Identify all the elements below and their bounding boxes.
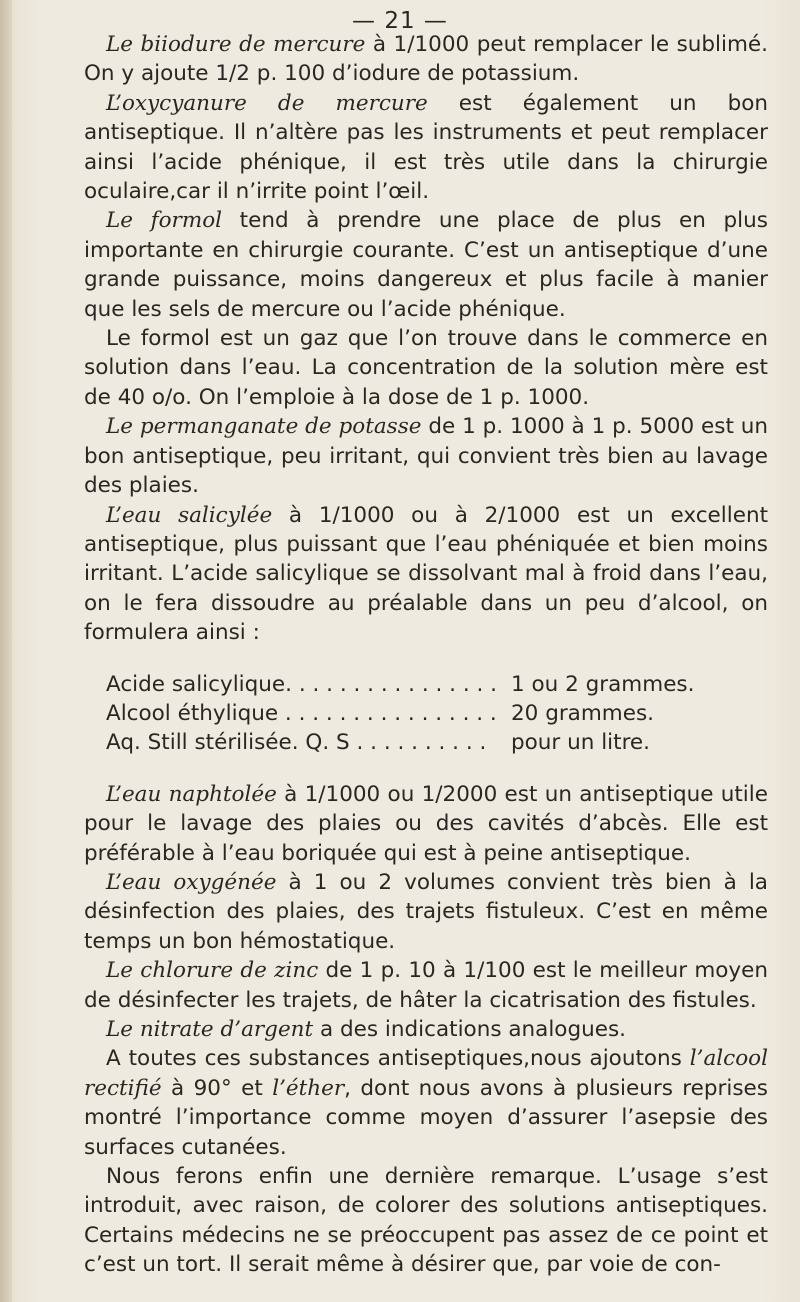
paragraph-eau-salicylee — [84, 501, 768, 648]
paragraph-oxycyanure — [84, 89, 768, 207]
paragraph-text: tend à prendre une place de plus en plus importante en chirurgie courante. C’est un antiseptique d’une grande puissance, moins dangereux et plus facile à manier que les sels de mercure ou l’acide phénique. — [84, 208, 768, 322]
formula-table — [106, 670, 768, 758]
paragraph-chlorure-zinc — [84, 956, 768, 1015]
term: L’eau oxygénée — [106, 869, 277, 895]
term: Le permanganate de potasse — [106, 414, 422, 440]
paragraph-text: à 1/1000 ou 1/2000 est un antiseptique utile pour le lavage des plaies ou des cavités d’abcès. Elle est préférable à l’eau boriquée qui est à peine antiseptique. — [84, 781, 768, 866]
paragraph-text: Le formol est un gaz que l’on trouve dans le commerce en solution dans l’eau. La concentration de la solution mère est de 40 o/o. On l’emploie à la dose de 1 p. 1000. — [84, 326, 768, 410]
term: Le formol — [106, 208, 223, 234]
term: Le nitrate d’argent — [106, 1017, 314, 1042]
page-number: — 21 — — [352, 8, 448, 34]
paragraph-text: a des indications analogues. — [313, 1017, 627, 1042]
paragraph-formol — [84, 206, 768, 324]
paragraph-text: A toutes ces substances antiseptiques,nous ajoutons — [106, 1046, 690, 1072]
term: Le biiodure de mercure — [106, 32, 366, 57]
page-spine-shadow — [0, 0, 12, 1302]
paragraph-text: à 1/1000 peut remplacer le sublimé. On y ajoute 1/2 p. 100 d’iodure de potassium. — [84, 32, 768, 87]
term: L’eau salicylée — [106, 502, 273, 528]
paragraph-text: de 1 p. 10 à 1/100 est le meilleur moyen de désinfecter les trajets, de hâter la cicatrisation des fistules. — [84, 958, 768, 1013]
formula-ingredient: Acide salicylique. . . . . . . . . . . . . . . . — [106, 671, 498, 697]
paragraph-text: Nous ferons enfin une dernière remarque. L’usage s’est introduit, avec raison, de colorer des solutions antiseptiques. Certains médecins ne se préoccupent pas assez de ce point et c’est un tort. Il serait même à désirer que, par voie de con- — [84, 1164, 768, 1278]
paragraph-permanganate — [84, 412, 768, 500]
term: L’oxycyanure de mercure — [106, 90, 428, 116]
formula-ingredient: Alcool éthylique . . . . . . . . . . . . . . . . — [106, 700, 497, 726]
formula-quantity: 20 grammes. — [511, 700, 655, 726]
paragraph-text: à 1/1000 ou à 2/1000 est un excellent antiseptique, plus puissant que l’eau phéniquée et bien moins irritant. L’acide salicylique se dissolvant mal à froid dans l’eau, on le fera dissoudre au préalable dans un peu d’alcool, on formulera ainsi : — [84, 502, 768, 646]
formula-row — [106, 728, 768, 757]
paragraph-text: à 90° et — [161, 1075, 273, 1101]
paragraph-biiodure — [84, 30, 768, 89]
term: l’éther — [272, 1075, 345, 1101]
paragraph-text: est également un bon antiseptique. Il n’altère pas les instruments et peut remplacer ainsi l’acide phénique, il est très utile dans la chirurgie oculaire,car il n’irrite point l’œil. — [84, 90, 768, 205]
paragraph-text: à 1 ou 2 volumes convient très bien à la désinfection des plaies, des trajets fistuleux. C’est en même temps un bon hémostatique. — [84, 869, 768, 954]
formula-ingredient: Aq. Still stérilisée. Q. S . . . . . . . . . . — [106, 730, 487, 756]
paragraph-nitrate-argent — [84, 1015, 768, 1044]
paragraph-text: , dont nous avons à plusieurs reprises montré l’importance comme moyen d’assurer l’asepsie des surfaces cutanées. — [84, 1075, 768, 1160]
formula-row — [106, 670, 768, 699]
paragraph-eau-naphtolee — [84, 780, 768, 868]
term: L’eau naphtolée — [106, 781, 277, 807]
paragraph-alcool-ether — [84, 1044, 768, 1162]
paragraph-text: de 1 p. 1000 à 1 p. 5000 est un bon antiseptique, peu irritant, qui convient très bien au lavage des plaies. — [84, 414, 769, 499]
formula-row — [106, 699, 768, 728]
formula-quantity: 1 ou 2 grammes. — [511, 671, 695, 697]
paragraph-remarque — [84, 1162, 768, 1280]
term: l’alcool rectifié — [84, 1046, 768, 1101]
term: Le chlorure de zinc — [106, 958, 319, 984]
formula-quantity: pour un litre. — [511, 730, 650, 756]
paragraph-eau-oxygenee — [84, 868, 768, 956]
body-text — [84, 30, 768, 1280]
paragraph-formol-gaz — [84, 324, 768, 412]
